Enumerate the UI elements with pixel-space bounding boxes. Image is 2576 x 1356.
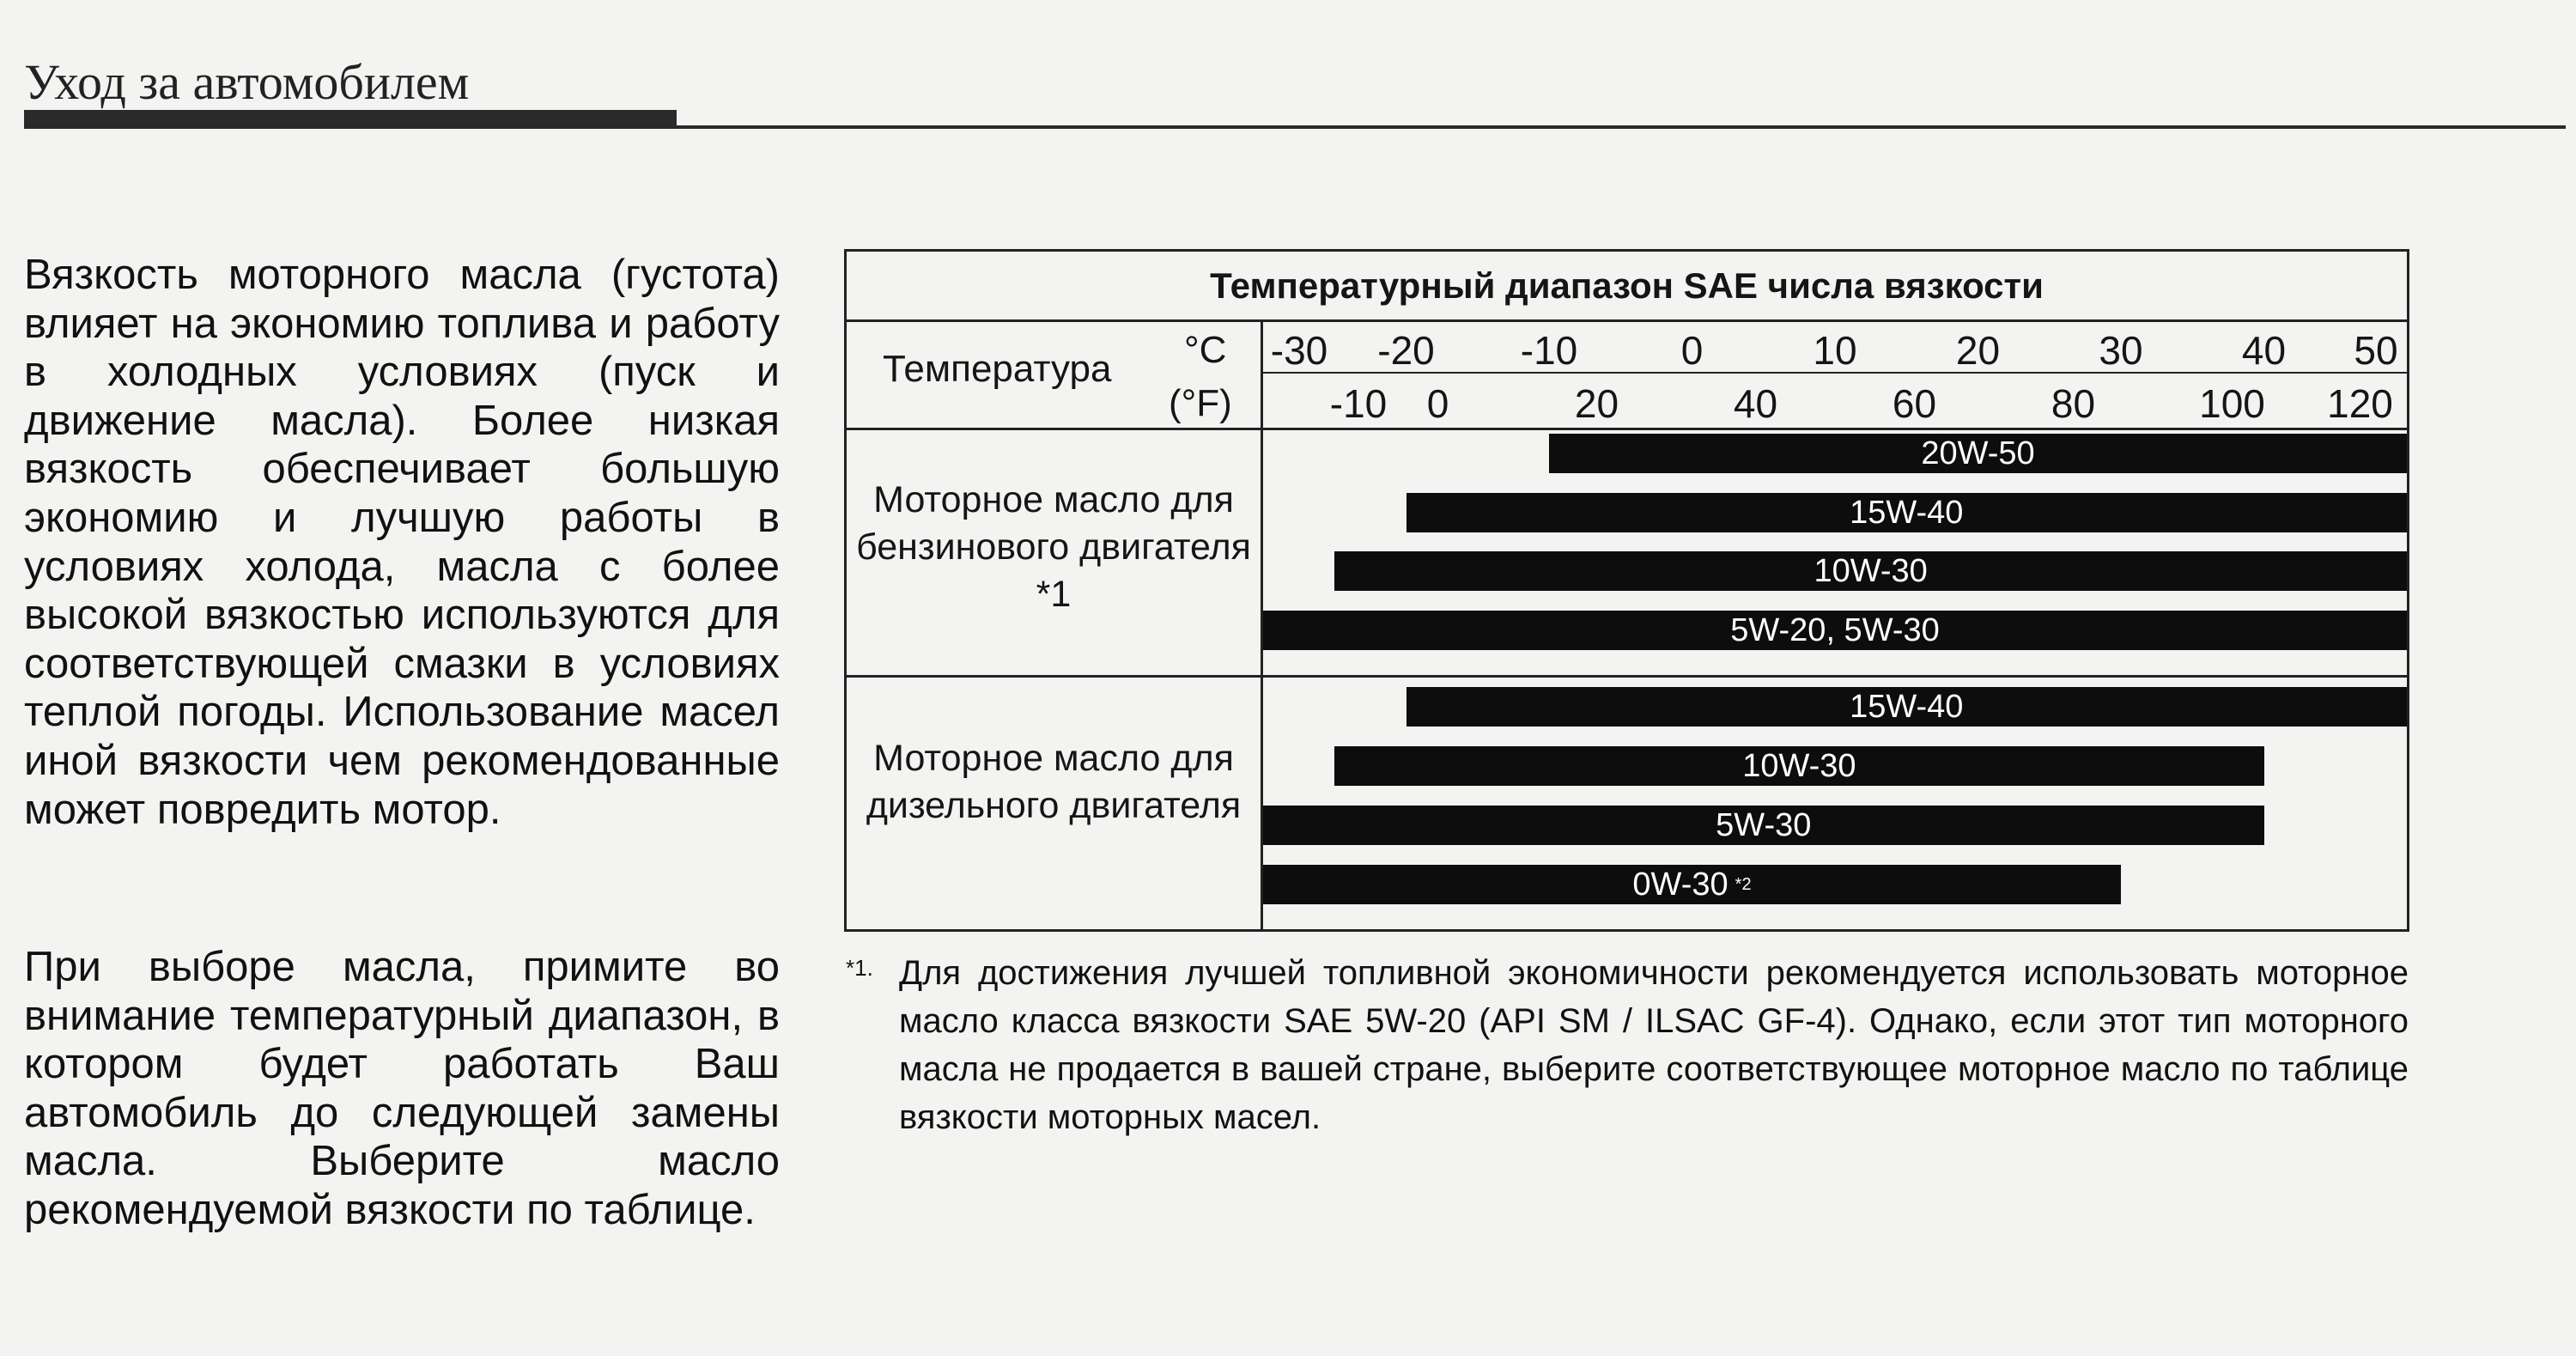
header-bar — [24, 110, 677, 129]
tick-c: 30 — [2099, 328, 2143, 373]
bar-label: 15W-40 — [1850, 688, 1964, 725]
viscosity-bar — [1549, 434, 2407, 473]
tick-f: 120 — [2327, 381, 2393, 426]
page-header — [24, 53, 2566, 139]
tick-f: -10 — [1329, 381, 1388, 426]
bar-label: 10W-30 — [1742, 747, 1856, 784]
footnote-text: Для достижения лучшей топливной экономичности рекомендуется использовать моторное масло класса вязкости SAE 5W-20 (API SM / ILSAC GF-4). Однако, если этот тип моторного масла не продается в вашей стране, выберите соответствующее моторное масло по таблице вязкости моторных масел. — [899, 954, 2409, 1136]
bar-label: 15W-40 — [1850, 494, 1964, 531]
footnote — [846, 949, 2409, 1141]
viscosity-bar — [1263, 611, 2407, 650]
gasoline-label: Моторное масло для бензинового двигателя *1 — [856, 479, 1251, 615]
bar-note: *2 — [1735, 874, 1752, 894]
viscosity-bar — [1263, 865, 2121, 904]
header-rule — [677, 125, 2566, 129]
bar-label: 5W-30 — [1716, 806, 1812, 843]
paragraph-selection — [24, 943, 780, 1235]
paragraph-text-1: Вязкость моторного масла (густота) влияет на экономию топлива и работу в холодных условиях (пуск и движение масла). Более низкая вязкость обеспечивает большую экономию и лучшую работы в условиях холода, масла с более высокой вязкостью используются для соответствующей смазки в условиях теплой погоды. Использование масел иной вязкости чем рекомендованные может повредить мотор. — [24, 252, 780, 833]
paragraph-viscosity — [24, 251, 780, 834]
tick-f: 0 — [1426, 381, 1449, 426]
tick-c: 20 — [1955, 328, 2001, 373]
tick-c: -20 — [1377, 328, 1435, 373]
tick-f: 100 — [2199, 381, 2265, 426]
tick-c: 50 — [2354, 328, 2398, 373]
section-title: Уход за автомобилем — [24, 54, 470, 110]
viscosity-bar — [1406, 493, 2408, 532]
bar-label: 0W-30 — [1632, 866, 1728, 903]
header-divider — [847, 428, 2407, 430]
tick-f: 80 — [2050, 381, 2096, 426]
tick-c: -30 — [1270, 328, 1328, 373]
viscosity-bar — [1334, 551, 2407, 591]
viscosity-table — [844, 249, 2409, 932]
unit-celsius: °C — [1184, 329, 1227, 371]
unit-fahrenheit: (°F) — [1169, 382, 1232, 424]
tick-c: 0 — [1680, 328, 1704, 373]
bar-label: 10W-30 — [1814, 552, 1928, 589]
tick-f: 20 — [1574, 381, 1619, 426]
paragraph-text-2: При выборе масла, примите во внимание температурный диапазон, в котором будет работать Ваш автомобиль до следующей замены масла. Выберите масло рекомендуемой вязкости по таблице. — [24, 944, 780, 1233]
diesel-label: Моторное масло для дизельного двигателя — [866, 738, 1242, 826]
viscosity-bar — [1406, 687, 2408, 727]
bar-label: 5W-20, 5W-30 — [1730, 611, 1940, 648]
temperature-label: Температура — [883, 348, 1112, 390]
tick-c: -10 — [1520, 328, 1578, 373]
bar-label: 20W-50 — [1921, 435, 2035, 471]
tick-f: 40 — [1733, 381, 1778, 426]
footnote-mark: *1. — [846, 955, 873, 981]
table-title: Температурный диапазон SAE числа вязкости — [847, 252, 2407, 322]
viscosity-bar — [1334, 746, 2263, 786]
tick-c: 10 — [1813, 328, 1857, 373]
tick-f: 60 — [1892, 381, 1937, 426]
section-divider — [847, 675, 2407, 678]
viscosity-bar — [1263, 806, 2264, 845]
tick-c: 40 — [2241, 328, 2287, 373]
